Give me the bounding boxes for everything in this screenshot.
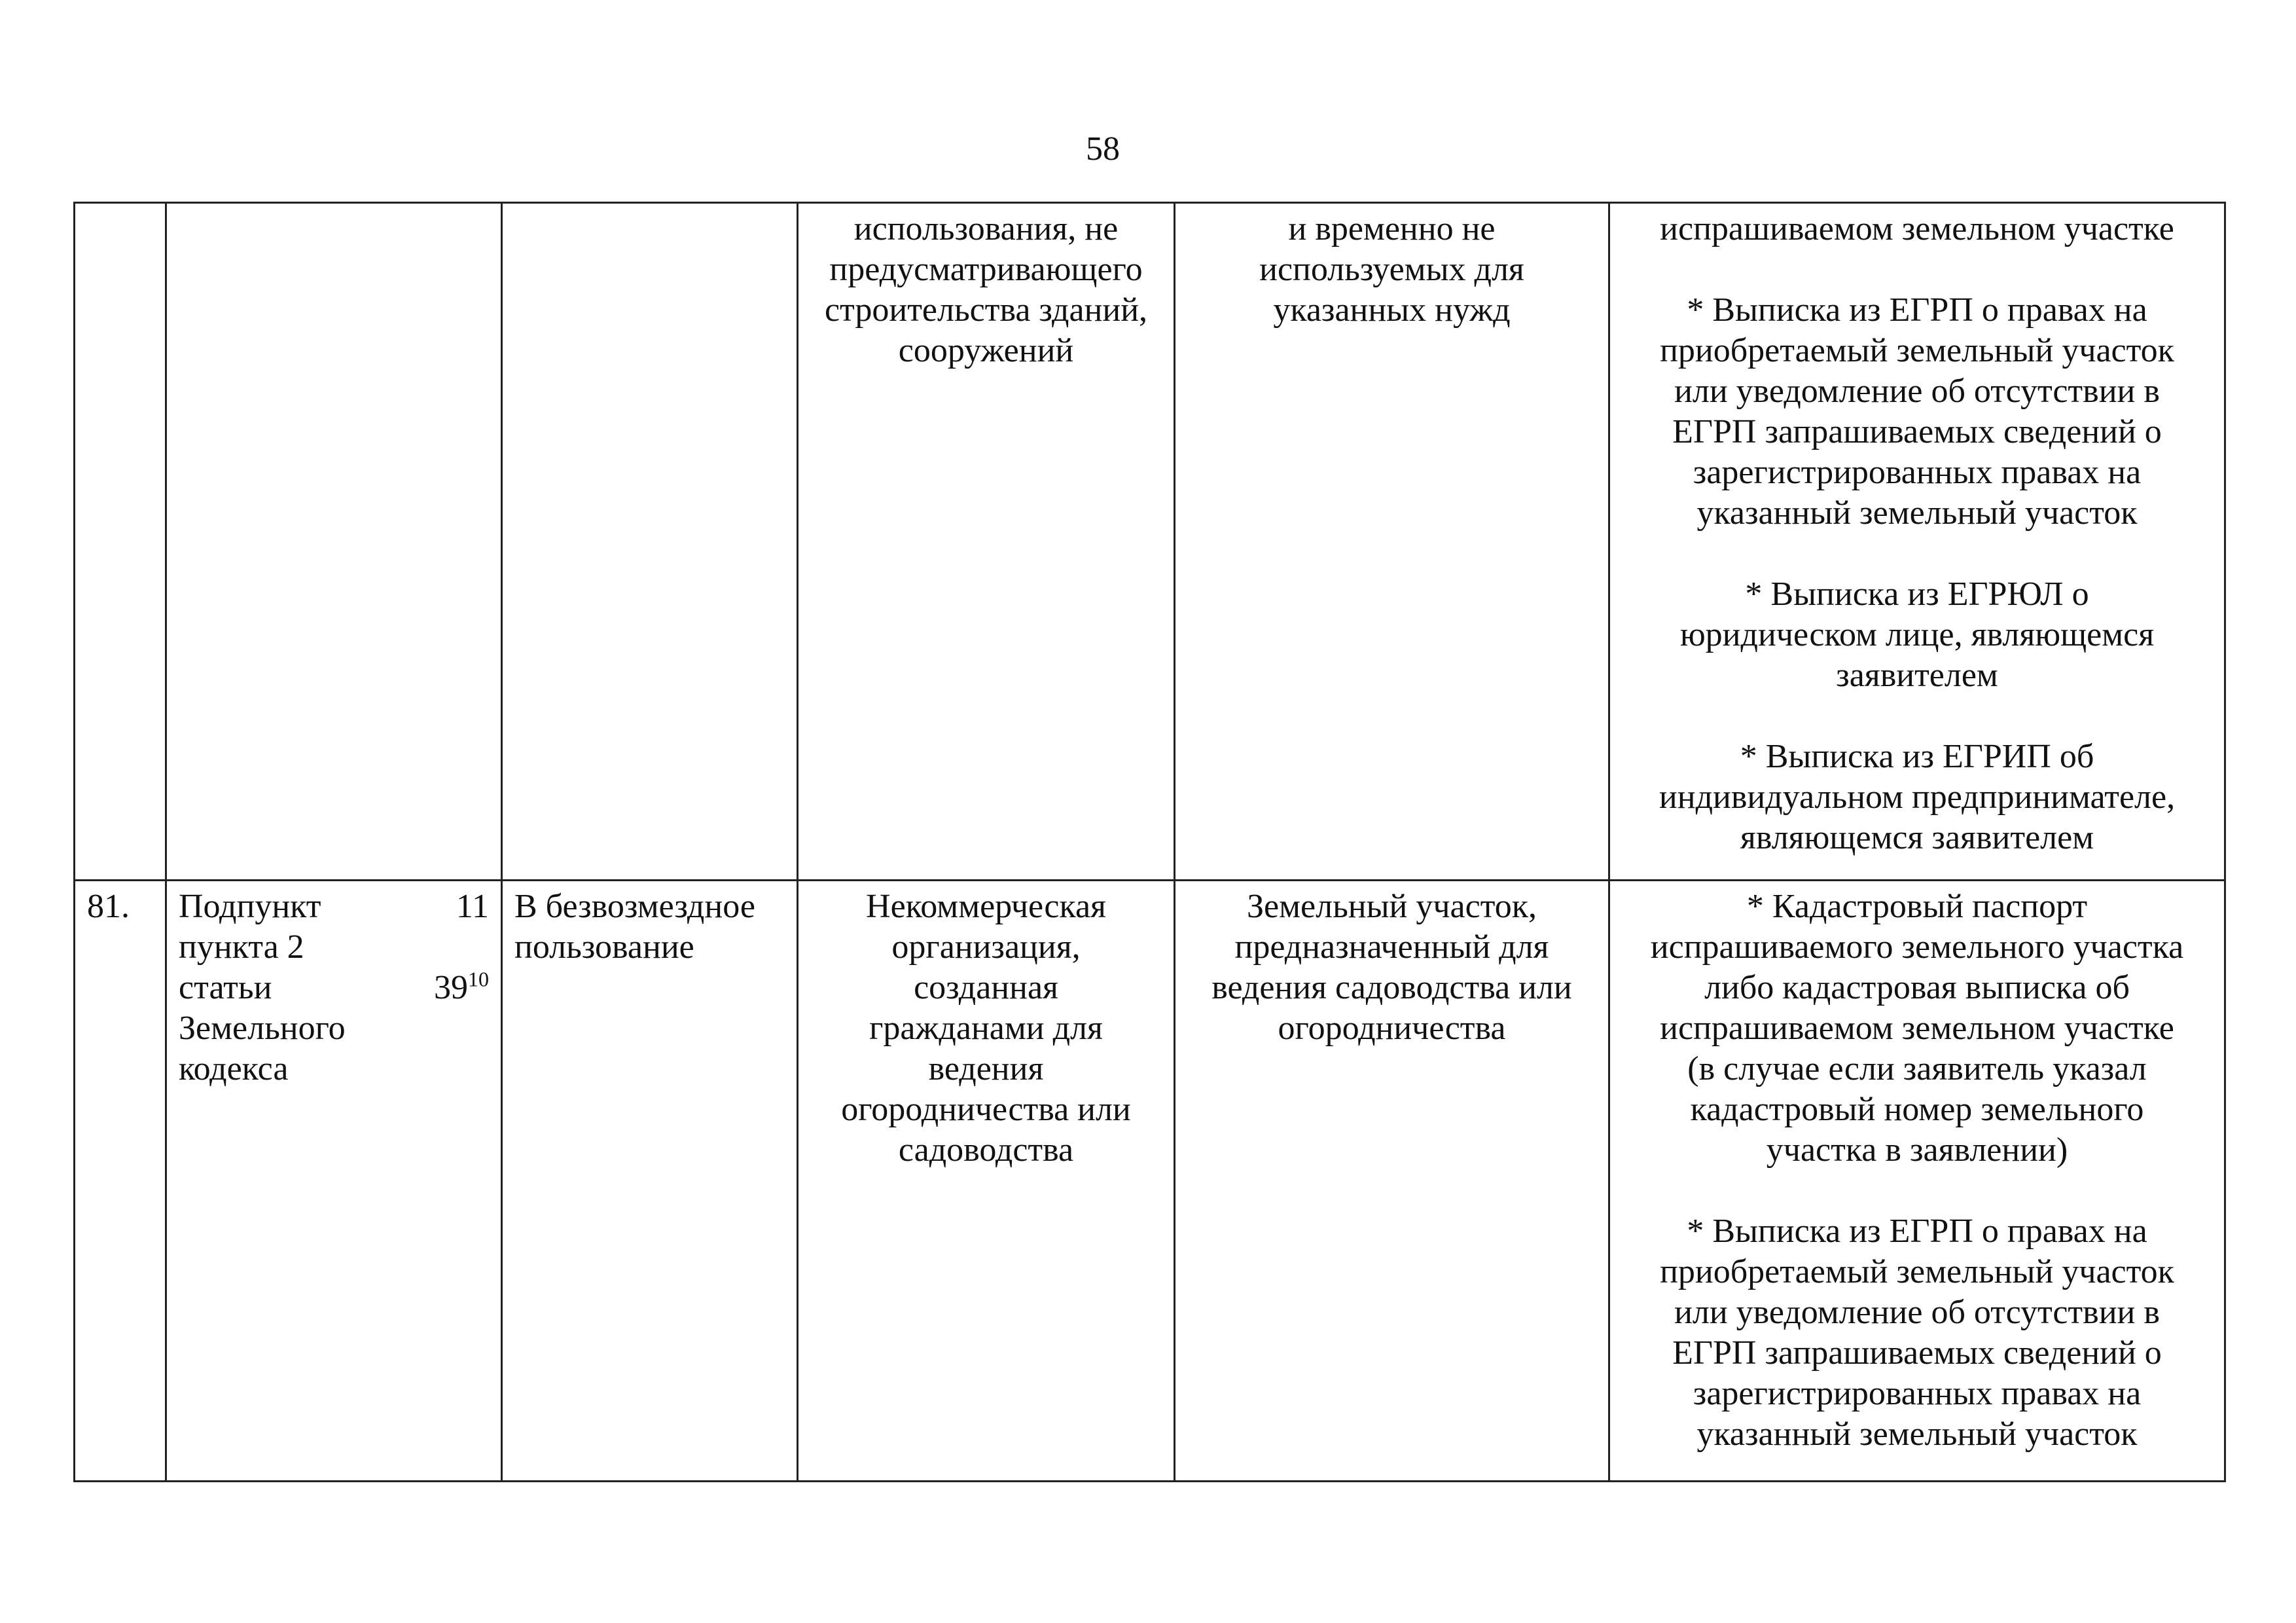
legal-basis-cell xyxy=(166,203,502,881)
article-number xyxy=(434,968,489,1008)
documents-cell: испрашиваемом земельном участке * Выписка из ЕГРП о правах на приобретаемый земельный участок или уведомление об отсутствии в ЕГРП запрашиваемых сведений о зарегистрированных правах на указанный земельный участок * Выписка из ЕГРЮЛ о юридическом лице, являющемся заявителем * Выписка из ЕГРИП об индивидуальном предпринимателе, являющемся заявителем xyxy=(1609,203,2225,881)
applicant-cell: использования, не предусматривающего строительства зданий, сооружений xyxy=(798,203,1175,881)
right-type-cell: В безвозмездное пользование xyxy=(502,881,798,1482)
applicant-cell: Некоммерческая организация, созданная гражданами для ведения огородничества или садоводства xyxy=(798,881,1175,1482)
article-base: 39 xyxy=(434,969,468,1006)
basis-text: Земельного xyxy=(179,1010,346,1047)
right-type-cell xyxy=(502,203,798,881)
documents-cell: * Кадастровый паспорт испрашиваемого земельного участка либо кадастровая выписка об испрашиваемом земельном участке (в случае если заявитель указал кадастровый номер земельного участка в заявлении) * Выписка из ЕГРП о правах на приобретаемый земельный участок или уведомление об отсутствии в ЕГРП запрашиваемых сведений о зарегистрированных правах на указанный земельный участок xyxy=(1609,881,2225,1482)
basis-number: 11 xyxy=(456,888,489,925)
legal-basis-line xyxy=(179,886,489,927)
land-plot-cell: Земельный участок, предназначенный для ведения садоводства или огородничества xyxy=(1175,881,1609,1482)
legal-basis-line xyxy=(179,1008,489,1049)
article-superscript: 10 xyxy=(468,967,489,991)
legal-basis-line xyxy=(179,968,489,1008)
page-number: 58 xyxy=(1086,130,1120,168)
basis-text: кодекса xyxy=(179,1050,289,1087)
basis-text: Подпункт xyxy=(179,888,321,925)
row-number-cell xyxy=(75,203,166,881)
basis-text: пункта 2 xyxy=(179,928,304,966)
land-documents-table xyxy=(73,202,2226,1482)
table-row xyxy=(75,203,2225,881)
legal-basis-line xyxy=(179,927,489,968)
legal-basis-cell xyxy=(166,881,502,1482)
row-number-cell: 81. xyxy=(75,881,166,1482)
land-plot-cell: и временно не используемых для указанных нужд xyxy=(1175,203,1609,881)
legal-basis-line xyxy=(179,1049,489,1089)
table-row xyxy=(75,881,2225,1482)
basis-text: статьи xyxy=(179,969,272,1006)
